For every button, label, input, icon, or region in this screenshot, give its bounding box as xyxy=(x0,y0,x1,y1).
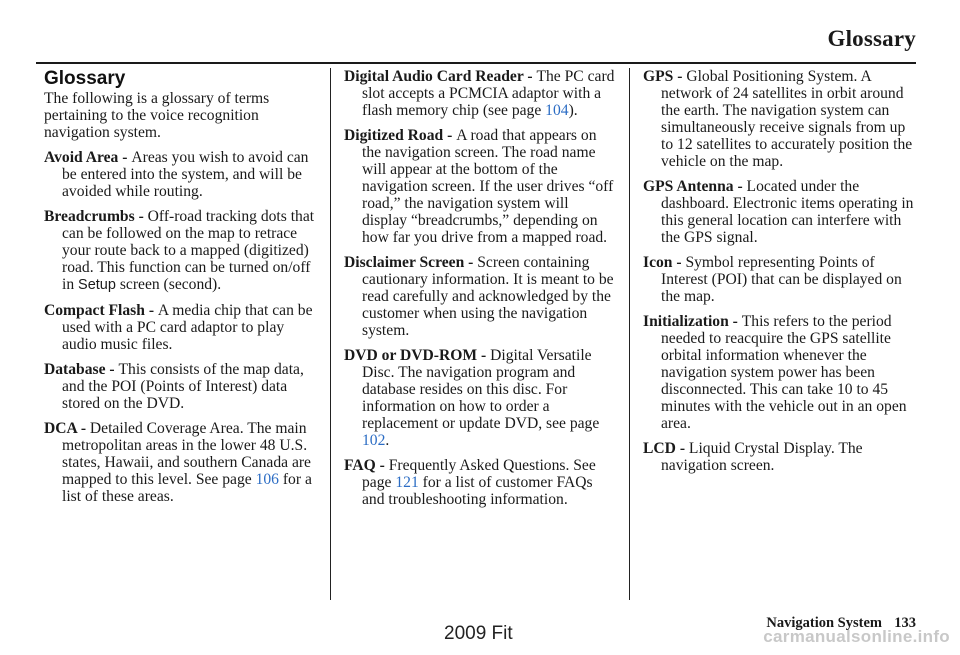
glossary-entry-gps-antenna xyxy=(643,178,915,246)
term: DVD or DVD-ROM - xyxy=(344,347,491,364)
definition: Located under the dashboard. Electronic items operating in this general location can interfere with the GPS signal. xyxy=(661,178,914,246)
term: Initialization - xyxy=(643,313,742,330)
glossary-entry-gps xyxy=(643,68,915,170)
definition: Frequently Asked Questions. See page xyxy=(362,457,596,491)
definition-end: ). xyxy=(568,102,578,119)
intro-paragraph: The following is a glossary of terms pertaining to the voice recognition navigation system. xyxy=(44,90,270,141)
glossary-entry-avoid-area xyxy=(44,149,318,200)
definition-end: for a list of customer FAQs and troubleshooting information. xyxy=(362,474,593,508)
definition: This consists of the map data, and the POI (Points of Interest) data stored on the DVD. xyxy=(62,361,304,412)
glossary-entry-compact-flash xyxy=(44,302,318,353)
glossary-entry-disclaimer-screen xyxy=(344,254,616,339)
definition: Digital Versatile Disc. The navigation program and database resides on this disc. For information on how to order a replacement or update DVD, see page xyxy=(362,347,600,432)
header-rule xyxy=(36,62,916,64)
column-2 xyxy=(344,68,616,516)
term: Avoid Area - xyxy=(44,149,132,166)
page-header-title: Glossary xyxy=(827,26,916,51)
term: GPS Antenna - xyxy=(643,178,747,195)
term: Breadcrumbs - xyxy=(44,208,148,225)
term: Disclaimer Screen - xyxy=(344,254,478,271)
term: Database - xyxy=(44,361,119,378)
definition-end: screen (second). xyxy=(115,276,222,293)
page-link-121[interactable]: 121 xyxy=(395,474,419,491)
term: DCA - xyxy=(44,420,90,437)
site-watermark: carmanualsonline.info xyxy=(763,627,950,646)
term: GPS - xyxy=(643,68,687,85)
glossary-entry-faq xyxy=(344,457,616,508)
definition: This refers to the period needed to reacquire the GPS satellite orbital information whenever the navigation system power has been disconnected. This can take 10 to 45 minutes with the vehicle out in an open area. xyxy=(661,313,907,432)
term: LCD - xyxy=(643,440,689,457)
glossary-entry-breadcrumbs xyxy=(44,208,318,294)
definition: Liquid Crystal Display. The navigation screen. xyxy=(661,440,863,474)
definition: A media chip that can be used with a PC card adaptor to play audio music files. xyxy=(62,302,313,353)
term: Icon - xyxy=(643,254,686,271)
section-title: Glossary xyxy=(44,68,126,89)
definition: Symbol representing Points of Interest (POI) that can be displayed on the map. xyxy=(661,254,902,305)
column-divider-2 xyxy=(629,68,630,600)
footer-label: Navigation System xyxy=(766,615,882,631)
definition-end: . xyxy=(385,432,390,449)
definition: The PC card slot accepts a PCMCIA adaptor with a flash memory chip (see page xyxy=(362,68,615,119)
setup-screen-name: Setup xyxy=(78,277,116,293)
glossary-entry-digital-audio-card-reader xyxy=(344,68,616,119)
model-watermark: 2009 Fit xyxy=(444,623,513,644)
definition-end: for a list of these areas. xyxy=(62,471,312,505)
definition: Global Positioning System. A network of 24 satellites in orbit around the earth. The navigation system can simultaneously receive signals from up to 12 satellites to accurately position the vehicle on the map. xyxy=(661,68,913,170)
glossary-entry-database xyxy=(44,361,318,412)
definition: Detailed Coverage Area. The main metropolitan areas in the lower 48 U.S. states, Hawaii, and southern Canada are mapped to this level. See page xyxy=(62,420,311,488)
definition: A road that appears on the navigation screen. The road name will appear at the bottom of the navigation screen. If the user drives “off road,” the navigation system will display “breadcrumbs,” depending on how far you drive from a mapped road. xyxy=(362,127,614,246)
page-number: 133 xyxy=(894,615,916,631)
term: FAQ - xyxy=(344,457,389,474)
definition: Areas you wish to avoid can be entered into the system, and will be avoided while routing. xyxy=(62,149,309,200)
definition: Screen containing cautionary information. It is meant to be read carefully and acknowledged by the customer when using the navigation system. xyxy=(362,254,614,339)
glossary-entry-icon xyxy=(643,254,915,305)
glossary-entry-digitized-road xyxy=(344,127,616,246)
column-divider-1 xyxy=(330,68,331,600)
glossary-entry-dca xyxy=(44,420,318,505)
definition: Off-road tracking dots that can be followed on the map to retrace your route back to a mapped (digitized) road. This function can be turned on/off in xyxy=(62,208,315,293)
term: Digital Audio Card Reader - xyxy=(344,68,537,85)
page-link-102[interactable]: 102 xyxy=(362,432,386,449)
term: Compact Flash - xyxy=(44,302,158,319)
page-link-106[interactable]: 106 xyxy=(255,471,279,488)
column-1 xyxy=(44,68,318,513)
term: Digitized Road - xyxy=(344,127,457,144)
glossary-entry-initialization xyxy=(643,313,915,432)
page-link-104[interactable]: 104 xyxy=(545,102,569,119)
column-3 xyxy=(643,68,915,482)
glossary-entry-lcd xyxy=(643,440,915,474)
glossary-entry-dvd xyxy=(344,347,616,449)
